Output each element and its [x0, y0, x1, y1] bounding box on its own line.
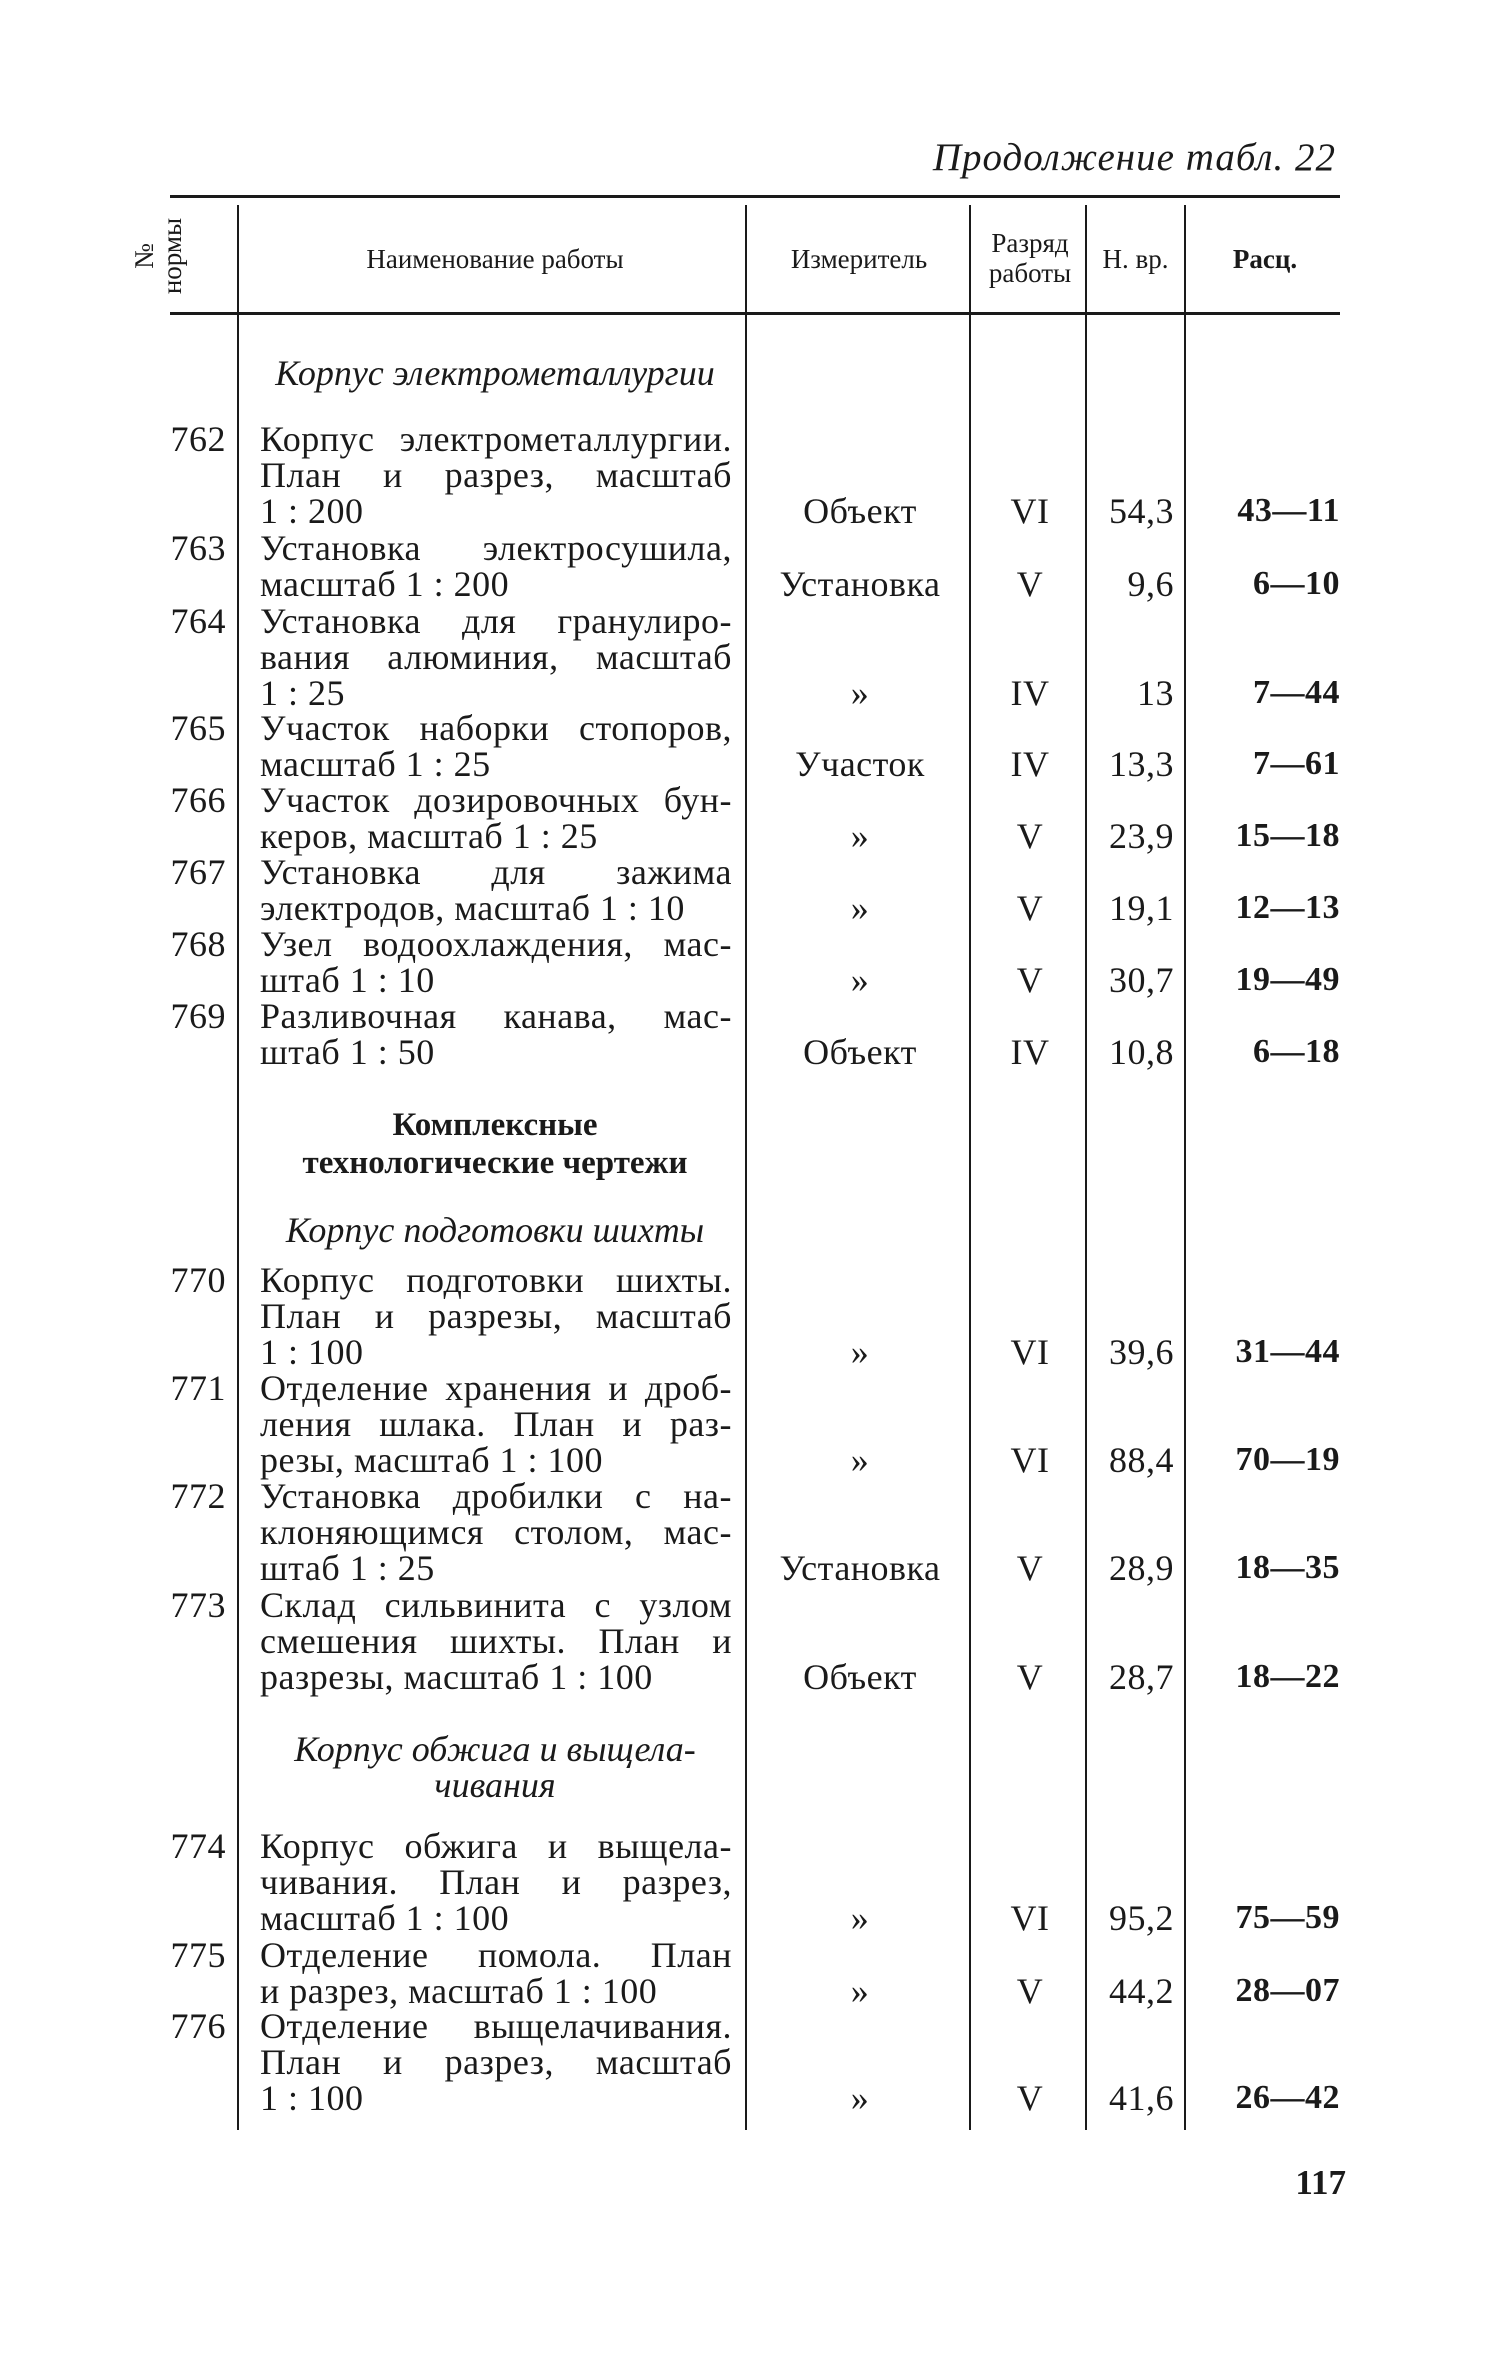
row-unit: »	[850, 1440, 870, 1480]
row-rate: 12—13	[1235, 889, 1340, 926]
row-number: 773	[170, 1585, 226, 1625]
row-unit: Объект	[803, 1032, 917, 1072]
row-name-line: резы, масштаб 1 : 100	[260, 1440, 604, 1480]
row-name-line: и разрез, масштаб 1 : 100	[260, 1971, 658, 2011]
row-number: 766	[170, 780, 226, 820]
row-name-line: План и разрез, масштаб	[260, 455, 732, 495]
row-number: 772	[170, 1476, 226, 1516]
row-unit: »	[850, 673, 870, 713]
row-number: 768	[170, 924, 226, 964]
column-divider-hours	[1184, 205, 1186, 2130]
row-number: 767	[170, 852, 226, 892]
section-heading: технологические чертежи	[302, 1145, 688, 1181]
row-rate: 31—44	[1235, 1333, 1340, 1370]
row-name-line: штаб 1 : 25	[260, 1548, 435, 1588]
row-number: 769	[170, 996, 226, 1036]
row-number: 762	[170, 419, 226, 459]
row-name-line: План и разрезы, масштаб	[260, 1296, 732, 1336]
header-unit: Измеритель	[790, 244, 928, 274]
row-name-line: смешения шихты. План и	[260, 1621, 732, 1661]
row-rate: 7—61	[1253, 745, 1340, 782]
row-number: 770	[170, 1260, 226, 1300]
row-hours: 13	[1137, 673, 1174, 713]
table-top-rule	[170, 195, 1340, 198]
row-name-line: Отделение выщелачивания.	[260, 2006, 732, 2046]
row-name-line: 1 : 100	[260, 1332, 364, 1372]
section-heading: чивания	[434, 1765, 556, 1805]
row-name-line: 1 : 25	[260, 673, 346, 713]
row-unit: Объект	[803, 1657, 917, 1697]
row-name-line: Установка для гранулиро-	[260, 601, 732, 641]
section-heading: Корпус обжига и выщела-	[294, 1729, 696, 1769]
section-heading: Корпус подготовки шихты	[285, 1210, 705, 1250]
row-unit: »	[850, 816, 870, 856]
row-grade: V	[1016, 2078, 1044, 2118]
row-grade: V	[1016, 564, 1044, 604]
row-unit: »	[850, 1332, 870, 1372]
row-hours: 28,9	[1109, 1548, 1174, 1588]
row-unit: Установка	[779, 564, 941, 604]
row-name-line: Участок наборки стопоров,	[260, 708, 732, 748]
row-rate: 75—59	[1235, 1899, 1340, 1936]
row-unit: »	[850, 1971, 870, 2011]
row-unit: »	[850, 2078, 870, 2118]
header-rate: Расц.	[1232, 244, 1298, 274]
row-name-line: Установка электросушила,	[260, 528, 732, 568]
row-number: 771	[170, 1368, 226, 1408]
row-grade: V	[1016, 1657, 1044, 1697]
row-grade: IV	[1010, 1032, 1050, 1072]
row-name-line: Участок дозировочных бун-	[260, 780, 732, 820]
row-number: 774	[170, 1826, 226, 1866]
row-hours: 39,6	[1109, 1332, 1174, 1372]
row-hours: 95,2	[1109, 1898, 1174, 1938]
row-name-line: ления шлака. План и раз-	[260, 1404, 732, 1444]
row-grade: VI	[1010, 491, 1050, 531]
row-rate: 70—19	[1235, 1441, 1340, 1478]
row-number: 776	[170, 2006, 226, 2046]
row-name-line: Корпус обжига и выщела-	[260, 1826, 732, 1866]
row-hours: 28,7	[1109, 1657, 1174, 1697]
row-number: 763	[170, 528, 226, 568]
header-num: № нормы	[129, 217, 187, 295]
row-hours: 54,3	[1109, 491, 1174, 531]
row-name-line: вания алюминия, масштаб	[260, 637, 732, 677]
row-grade: V	[1016, 888, 1044, 928]
row-name-line: Узел водоохлаждения, мас-	[260, 924, 732, 964]
row-name-line: штаб 1 : 10	[260, 960, 435, 1000]
row-grade: V	[1016, 1548, 1044, 1588]
header-bottom-rule	[170, 312, 1340, 315]
row-name-line: Установка для зажима	[260, 852, 732, 892]
row-grade: V	[1016, 960, 1044, 1000]
row-number: 765	[170, 708, 226, 748]
row-grade: VI	[1010, 1440, 1050, 1480]
row-rate: 6—18	[1253, 1033, 1340, 1070]
row-number: 764	[170, 601, 226, 641]
row-unit: »	[850, 960, 870, 1000]
row-grade: VI	[1010, 1898, 1050, 1938]
row-number: 775	[170, 1935, 226, 1975]
row-hours: 30,7	[1109, 960, 1174, 1000]
row-rate: 26—42	[1235, 2079, 1340, 2116]
row-grade: V	[1016, 1971, 1044, 2011]
row-hours: 10,8	[1109, 1032, 1174, 1072]
row-unit: Участок	[795, 744, 925, 784]
row-rate: 6—10	[1253, 565, 1340, 602]
table-continuation-caption: Продолжение табл. 22	[932, 136, 1336, 179]
row-name-line: Разливочная канава, мас-	[260, 996, 732, 1036]
row-hours: 13,3	[1109, 744, 1174, 784]
row-name-line: керов, масштаб 1 : 25	[260, 816, 598, 856]
row-hours: 41,6	[1109, 2078, 1174, 2118]
row-name-line: Корпус электрометаллургии.	[260, 419, 732, 459]
row-name-line: разрезы, масштаб 1 : 100	[260, 1657, 653, 1697]
row-rate: 18—22	[1235, 1658, 1340, 1695]
row-grade: VI	[1010, 1332, 1050, 1372]
row-name-line: масштаб 1 : 100	[260, 1898, 510, 1938]
section-heading: Комплексные	[392, 1107, 598, 1143]
row-rate: 18—35	[1235, 1549, 1340, 1586]
column-divider-num	[237, 205, 239, 2130]
row-rate: 43—11	[1237, 492, 1340, 529]
row-grade: IV	[1010, 673, 1050, 713]
row-rate: 28—07	[1235, 1972, 1340, 2009]
row-name-line: чивания. План и разрез,	[260, 1862, 732, 1902]
row-hours: 88,4	[1109, 1440, 1174, 1480]
row-unit: Объект	[803, 491, 917, 531]
row-hours: 9,6	[1127, 564, 1174, 604]
row-grade: V	[1016, 816, 1044, 856]
row-grade: IV	[1010, 744, 1050, 784]
row-name-line: План и разрез, масштаб	[260, 2042, 732, 2082]
row-name-line: штаб 1 : 50	[260, 1032, 435, 1072]
row-name-line: Отделение помола. План	[260, 1935, 732, 1975]
section-heading: Корпус электрометаллургии	[275, 353, 715, 393]
row-name-line: Склад сильвинита с узлом	[260, 1585, 732, 1625]
row-name-line: масштаб 1 : 25	[260, 744, 491, 784]
header-grade: Разряд работы	[988, 228, 1072, 288]
row-name-line: Отделение хранения и дроб-	[260, 1368, 732, 1408]
row-rate: 7—44	[1253, 674, 1340, 711]
row-unit: »	[850, 888, 870, 928]
header-name: Наименование работы	[366, 244, 624, 274]
page-number: 117	[1295, 2163, 1346, 2202]
row-name-line: клоняющимся столом, мас-	[260, 1512, 732, 1552]
row-name-line: Корпус подготовки шихты.	[260, 1260, 732, 1300]
row-rate: 15—18	[1235, 817, 1340, 854]
row-name-line: 1 : 200	[260, 491, 364, 531]
row-rate: 19—49	[1235, 961, 1340, 998]
row-hours: 19,1	[1109, 888, 1174, 928]
row-unit: Установка	[779, 1548, 941, 1588]
row-hours: 23,9	[1109, 816, 1174, 856]
row-hours: 44,2	[1109, 1971, 1174, 2011]
row-name-line: электродов, масштаб 1 : 10	[260, 888, 685, 928]
header-hours: Н. вр.	[1102, 244, 1169, 274]
row-name-line: 1 : 100	[260, 2078, 364, 2118]
row-name-line: масштаб 1 : 200	[260, 564, 510, 604]
row-name-line: Установка дробилки с на-	[260, 1476, 732, 1516]
row-unit: »	[850, 1898, 870, 1938]
column-divider-grade	[1085, 205, 1087, 2130]
column-divider-name	[745, 205, 747, 2130]
